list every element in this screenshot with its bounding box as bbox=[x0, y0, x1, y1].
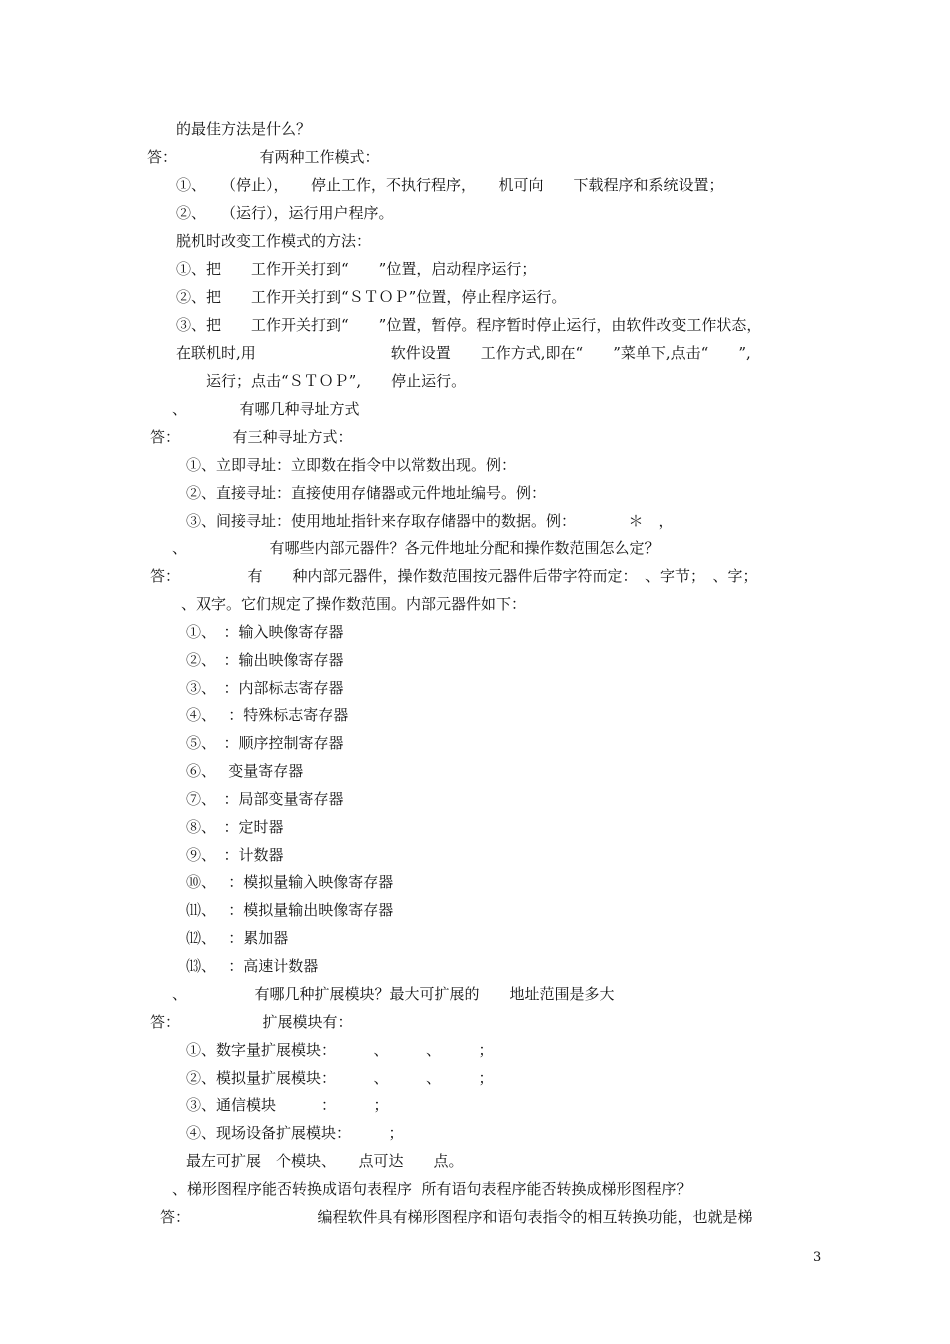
text-line: ①、 （停止）， 停止工作，不执行程序， 机可向 下载程序和系统设置； bbox=[176, 176, 724, 194]
question-line: 、梯形图程序能否转换成语句表程序 所有语句表程序能否转换成梯形图程序？ bbox=[172, 1180, 692, 1198]
list-item: ⑨、 ：计数器 bbox=[186, 846, 284, 864]
text-line: 、双字。它们规定了操作数范围。内部元器件如下： bbox=[181, 595, 527, 613]
question-line: 、 有哪几种寻址方式 bbox=[172, 400, 360, 418]
text-line: ③、间接寻址：使用地址指针来存取存储器中的数据。例： ＊ ， bbox=[186, 512, 674, 530]
page-number: 3 bbox=[813, 1250, 822, 1265]
text-line: 运行；点击“ＳＴＯＰ”, 停止运行。 bbox=[206, 372, 467, 390]
list-item: ⑩、 ：模拟量输入映像寄存器 bbox=[186, 873, 394, 891]
list-item: ⑤、 ：顺序控制寄存器 bbox=[186, 734, 344, 752]
list-item: ③、 ：内部标志寄存器 bbox=[186, 679, 344, 697]
list-item: ⑦、 ：局部变量寄存器 bbox=[186, 790, 344, 808]
text-line: ④、现场设备扩展模块： ； bbox=[186, 1124, 404, 1142]
text-line: ③、通信模块 ： ； bbox=[186, 1096, 389, 1114]
text-line: ③、把 工作开关打到“ ”位置，暂停。程序暂时停止运行，由软件改变工作状态， bbox=[176, 316, 762, 334]
list-item: ⑥、 变量寄存器 bbox=[186, 762, 304, 780]
answer-line: 答： 编程软件具有梯形图程序和语句表指令的相互转换功能，也就是梯 bbox=[160, 1208, 753, 1226]
text-line: ②、把 工作开关打到“ＳＴＯＰ”位置，停止程序运行。 bbox=[176, 288, 567, 306]
text-line: ②、模拟量扩展模块： 、 、 ； bbox=[186, 1069, 494, 1087]
list-item: ②、 ：输出映像寄存器 bbox=[186, 651, 344, 669]
text-line: 脱机时改变工作模式的方法： bbox=[176, 232, 372, 250]
text-line: 最左可扩展 个模块、 点可达 点。 bbox=[186, 1152, 464, 1170]
text-line: 在联机时,用 软件设置 工作方式,即在“ ”菜单下,点击“ ”, bbox=[176, 344, 751, 362]
answer-line: 答： 有 种内部元器件，操作数范围按元器件后带字符而定： 、字节； 、字； bbox=[150, 567, 758, 585]
list-item: ①、 ：输入映像寄存器 bbox=[186, 623, 344, 641]
question-line: 、 有哪几种扩展模块？最大可扩展的 地址范围是多大 bbox=[172, 985, 615, 1003]
list-item: ④、 ：特殊标志寄存器 bbox=[186, 706, 349, 724]
list-item: ⒀、 ：高速计数器 bbox=[186, 957, 319, 975]
text-line: ②、 （运行），运行用户程序。 bbox=[176, 204, 394, 222]
text-line: ①、把 工作开关打到“ ”位置，启动程序运行； bbox=[176, 260, 537, 278]
list-item: ⑿、 ：累加器 bbox=[186, 929, 289, 947]
answer-line: 答： 有三种寻址方式： bbox=[150, 428, 353, 446]
answer-line: 答： 有两种工作模式： bbox=[147, 148, 380, 166]
text-line: ①、数字量扩展模块： 、 、 ； bbox=[186, 1041, 494, 1059]
list-item: ⑧、 ：定时器 bbox=[186, 818, 284, 836]
answer-line: 答： 扩展模块有： bbox=[150, 1013, 353, 1031]
list-item: ⑾、 ：模拟量输出映像寄存器 bbox=[186, 901, 394, 919]
text-line: ①、立即寻址：立即数在指令中以常数出现。例： bbox=[186, 456, 517, 474]
question-line: 、 有哪些内部元器件？各元件地址分配和操作数范围怎么定？ bbox=[172, 539, 660, 557]
text-line: 的最佳方法是什么？ bbox=[176, 120, 312, 138]
text-line: ②、直接寻址：直接使用存储器或元件地址编号。例： bbox=[186, 484, 547, 502]
